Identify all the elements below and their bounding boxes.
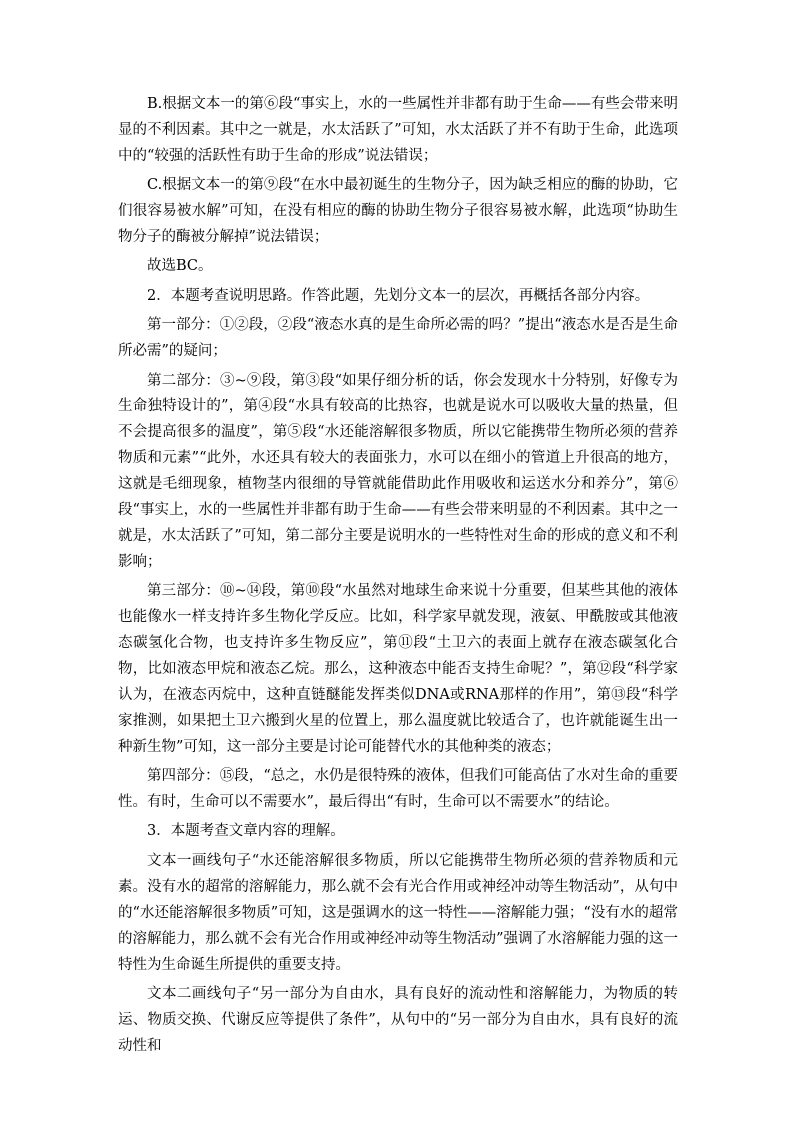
paragraph-text-two-analysis: 文本二画线句子“另一部分为自由水，具有良好的流动性和溶解能力，为物质的转运、物质交换、代谢反应等提供了条件”，从句中的“另一部分为自由水，具有良好的流动性和 (118, 985, 678, 1054)
paragraph-option-c: C.根据文本一的第⑨段“在水中最初诞生的生物分子，因为缺乏相应的酶的协助，它们很容易被水解”可知，在没有相应的酶的协助生物分子很容易被水解，此选项“协助生物分子的酶被分解掉”说法错误； (118, 177, 678, 246)
answer-explanation-body (118, 92, 678, 1063)
paragraph-part-two: 第二部分：③~⑨段，第③段“如果仔细分析的话，你会发现水十分特别，好像专为生命独特设计的”，第④段“水具有较高的比热容，也就是说水可以吸收大量的热量，但不会提高很多的温度”，第⑤段“水还能溶解很多物质，所以它能携带生物所必须的营养物质和元素”“此外，水还具有较大的表面张力，水可以在细小的管道上升很高的地方，这就是毛细现象，植物茎内很细的导管就能借助此作用吸收和运送水分和养分”，第⑥段“事实上，水的一些属性并非都有助于生命——有些会带来明显的不利因素。其中之一就是，水太活跃了”可知，第二部分主要是说明水的一些特性对生命的形成的意义和不利影响； (118, 372, 678, 570)
paragraph-question-3-intro: 3．本题考查文章内容的理解。 (147, 823, 345, 840)
paragraph-part-one: 第一部分：①②段，②段“液态水真的是生命所必需的吗？”提出“液态水是否是生命所必需”的疑问； (118, 317, 678, 360)
paragraph-question-2-intro: 2．本题考查说明思路。作答此题，先划分文本一的层次，再概括各部分内容。 (147, 287, 650, 304)
paragraph-answer-choice: 故选BC。 (147, 258, 213, 275)
paragraph-text-one-analysis: 文本一画线句子“水还能溶解很多物质，所以它能携带生物所必须的营养物质和元素。没有水的超常的溶解能力，那么就不会有光合作用或神经冲动等生物活动”，从句中的“水还能溶解很多物质”可知，这是强调水的这一特性——溶解能力强；“没有水的超常的溶解能力，那么就不会有光合作用或神经冲动等生物活动”强调了水溶解能力强的这一特性为生命诞生所提供的重要支持。 (118, 852, 678, 973)
paragraph-part-four: 第四部分：⑮段，“总之，水仍是很特殊的液体，但我们可能高估了水对生命的重要性。有时，生命可以不需要水”，最后得出“有时，生命可以不需要水”的结论。 (118, 768, 678, 811)
paragraph-part-three: 第三部分：⑩~⑭段，第⑩段“水虽然对地球生命来说十分重要，但某些其他的液体也能像水一样支持许多生物化学反应。比如，科学家早就发现，液氨、甲酰胺或其他液态碳氢化合物，也支持许多生物反应”，第⑪段“土卫六的表面上就存在液态碳氢化合物，比如液态甲烷和液态乙烷。那么，这种液态中能否支持生命呢？”，第⑫段“科学家认为，在液态丙烷中，这种直链醚能发挥类似DNA或RNA那样的作用”，第⑬段“科学家推测，如果把土卫六搬到火星的位置上，那么温度就比较适合了，也许就能诞生出一种新生物”可知，这一部分主要是讨论可能替代水的其他种类的液态； (118, 583, 678, 755)
paragraph-option-b: B.根据文本一的第⑥段“事实上，水的一些属性并非都有助于生命——有些会带来明显的不利因素。其中之一就是，水太活跃了”可知，水太活跃了并不有助于生命，此选项中的“较强的活跃性有助于生命的形成”说法错误； (118, 96, 678, 164)
